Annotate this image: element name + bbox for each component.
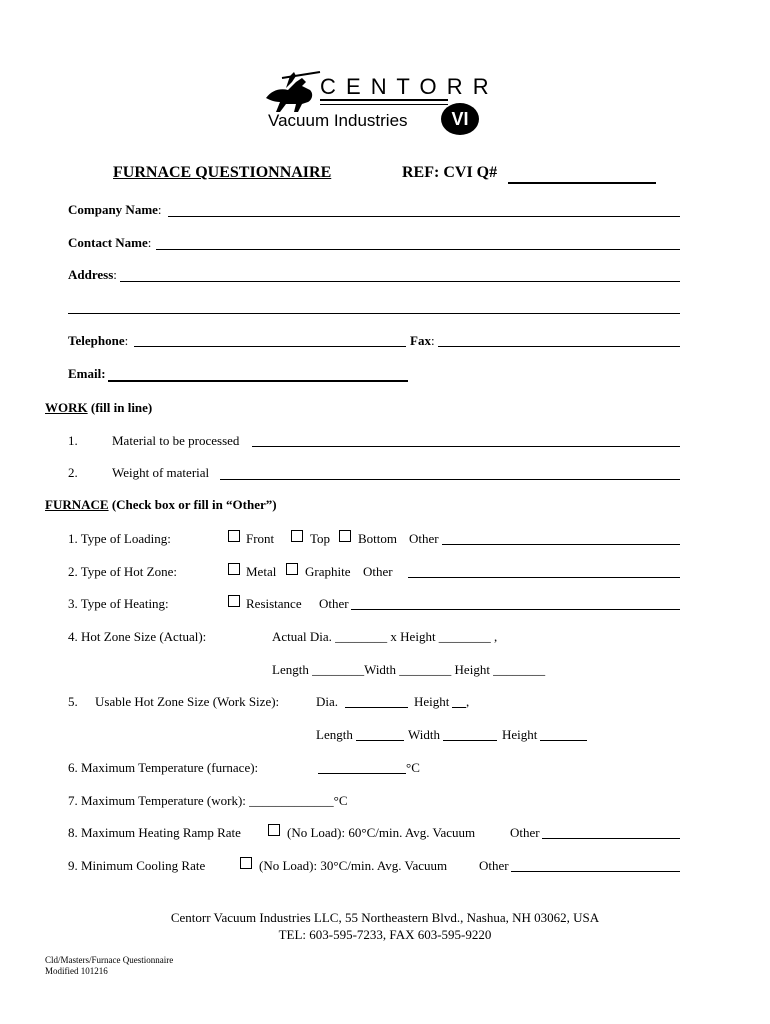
usable-size-num: 5.	[68, 694, 78, 709]
contact-name-field[interactable]	[156, 249, 680, 250]
heating-other-label: Other	[319, 596, 349, 611]
doc-path: Cld/Masters/Furnace Questionnaire	[45, 955, 174, 965]
loading-label: 1. Type of Loading:	[68, 531, 171, 546]
hotzone-size-label: 4. Hot Zone Size (Actual):	[68, 629, 207, 644]
usable-length-label: Length	[316, 727, 353, 742]
cooling-other-field[interactable]	[511, 871, 680, 872]
metal-checkbox[interactable]	[228, 563, 240, 575]
loading-other-field[interactable]	[442, 544, 680, 545]
ref-label: REF: CVI Q#	[402, 164, 498, 181]
horse-rider-icon	[262, 68, 324, 116]
modified-date: Modified 101216	[45, 966, 108, 976]
usable-height-field[interactable]	[452, 707, 466, 708]
logo-subbrand: Vacuum Industries	[268, 111, 408, 130]
loading-other-label: Other	[409, 531, 439, 546]
hotzone-other-field[interactable]	[408, 577, 680, 578]
address-label: Address	[68, 267, 114, 282]
max-temp-furnace-field[interactable]	[318, 773, 406, 774]
weight-label: Weight of material	[112, 465, 210, 480]
usable-size-label: Usable Hot Zone Size (Work Size):	[95, 694, 280, 709]
front-option: Front	[246, 531, 275, 546]
hotzone-label: 2. Type of Hot Zone:	[68, 564, 177, 579]
hotzone-other-label: Other	[363, 564, 393, 579]
usable-width-label: Width	[408, 727, 440, 742]
resistance-checkbox[interactable]	[228, 595, 240, 607]
resistance-option: Resistance	[246, 596, 302, 611]
contact-name-label: Contact Name	[68, 235, 148, 250]
footer-address: Centorr Vacuum Industries LLC, 55 Northeastern Blvd., Nashua, NH 03062, USA	[170, 910, 600, 925]
vi-emblem: VI	[441, 103, 479, 135]
company-name-field[interactable]	[168, 216, 680, 217]
usable-height2-label: Height	[502, 727, 538, 742]
graphite-option: Graphite	[305, 564, 351, 579]
ramp-label: 8. Maximum Heating Ramp Rate	[68, 825, 241, 840]
ramp-other-field[interactable]	[542, 838, 680, 839]
top-checkbox[interactable]	[291, 530, 303, 542]
cooling-other-label: Other	[479, 858, 509, 873]
bottom-checkbox[interactable]	[339, 530, 351, 542]
usable-height2-field[interactable]	[540, 740, 587, 741]
telephone-field[interactable]	[134, 346, 406, 347]
weight-field[interactable]	[220, 479, 680, 480]
actual-lwh-line[interactable]: Length ________Width ________ Height ________	[272, 662, 546, 677]
work-item-num: 1.	[68, 433, 78, 448]
logo-brand: C E N T O R R	[320, 74, 491, 99]
cooling-option: (No Load): 30°C/min. Avg. Vacuum	[259, 858, 448, 873]
ramp-option: (No Load): 60°C/min. Avg. Vacuum	[287, 825, 476, 840]
footer-phone: TEL: 603-595-7233, FAX 603-595-9220	[278, 927, 492, 942]
front-checkbox[interactable]	[228, 530, 240, 542]
usable-dia-field[interactable]	[345, 707, 408, 708]
ramp-checkbox[interactable]	[268, 824, 280, 836]
actual-dims-line[interactable]: Actual Dia. ________ x Height ________ ,	[272, 629, 498, 644]
comma-text: ,	[466, 694, 470, 709]
cooling-label: 9. Minimum Cooling Rate	[68, 858, 206, 873]
max-temp-furnace-label: 6. Maximum Temperature (furnace):	[68, 760, 259, 775]
metal-option: Metal	[246, 564, 277, 579]
max-temp-work-line[interactable]: 7. Maximum Temperature (work): _____________°C	[68, 793, 348, 808]
ramp-other-label: Other	[510, 825, 540, 840]
email-field[interactable]	[108, 380, 408, 382]
telephone-label: Telephone	[68, 333, 125, 348]
fax-label: Fax	[410, 333, 431, 348]
company-name-label: Company Name	[68, 202, 158, 217]
address-field[interactable]	[120, 281, 680, 282]
logo-rule	[320, 104, 448, 105]
work-heading: WORK (fill in line)	[45, 400, 153, 415]
cooling-checkbox[interactable]	[240, 857, 252, 869]
email-label: Email:	[68, 366, 106, 381]
usable-dia-label: Dia.	[316, 694, 339, 709]
heating-label: 3. Type of Heating:	[68, 596, 169, 611]
ref-field[interactable]	[508, 182, 656, 184]
bottom-option: Bottom	[358, 531, 398, 546]
heating-other-field[interactable]	[351, 609, 680, 610]
furnace-heading: FURNACE (Check box or fill in “Other”)	[45, 497, 277, 512]
page-title: FURNACE QUESTIONNAIRE	[113, 164, 332, 181]
graphite-checkbox[interactable]	[286, 563, 298, 575]
address-field-line2[interactable]	[68, 313, 680, 314]
work-item-num: 2.	[68, 465, 78, 480]
celsius-unit: °C	[406, 760, 420, 775]
logo-rule	[320, 99, 448, 101]
usable-length-field[interactable]	[356, 740, 404, 741]
usable-width-field[interactable]	[443, 740, 497, 741]
top-option: Top	[310, 531, 331, 546]
usable-height-label: Height	[414, 694, 450, 709]
material-label: Material to be processed	[112, 433, 240, 448]
fax-field[interactable]	[438, 346, 680, 347]
material-field[interactable]	[252, 446, 680, 447]
